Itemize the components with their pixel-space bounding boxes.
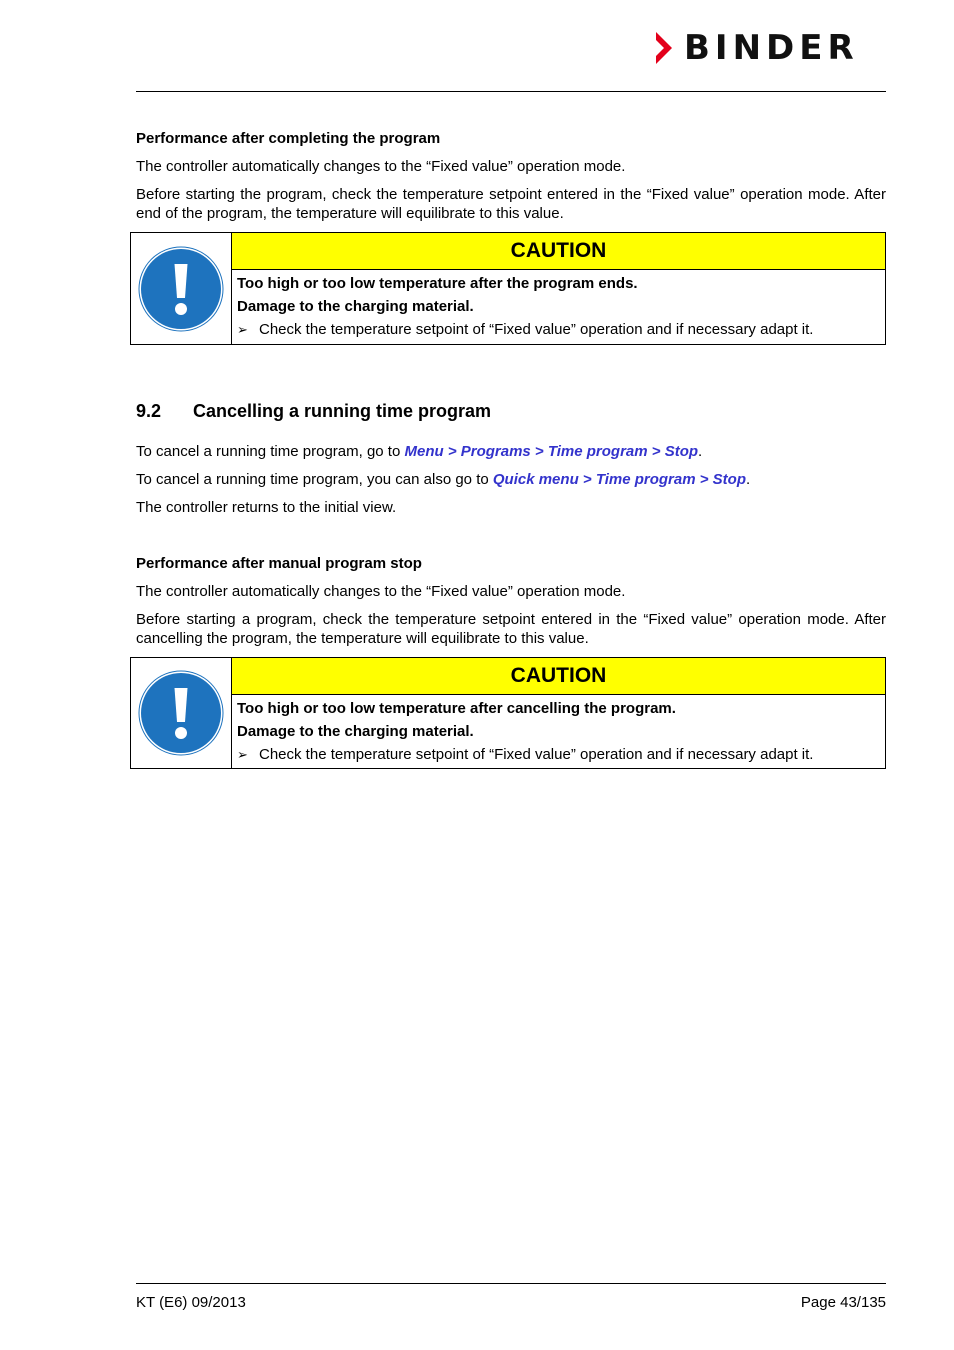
brand-name: BINDER [684, 28, 859, 68]
paragraph: The controller automatically changes to the “Fixed value” operation mode. [136, 158, 626, 175]
caution-consequence: Damage to the charging material. [237, 723, 474, 740]
caution-instruction [232, 318, 885, 343]
menu-path-link[interactable]: Menu > Programs > Time program > Stop [404, 443, 699, 460]
section-heading: Performance after completing the program [136, 130, 441, 147]
paragraph: Before starting the program, check the temperature setpoint entered in the “Fixed value” operation mode. After end of the program, the temperature will equilibrate to this value. [136, 186, 886, 222]
paragraph: The controller automatically changes to the “Fixed value” operation mode. [136, 583, 626, 600]
caution-box [130, 657, 886, 769]
quick-menu-path-link[interactable]: Quick menu > Time program > Stop [492, 471, 746, 488]
exclamation-icon [138, 246, 224, 332]
caution-hazard: Too high or too low temperature after cancelling the program. [237, 700, 676, 717]
header-rule [136, 91, 886, 92]
exclamation-icon [138, 670, 224, 756]
caution-instruction [232, 743, 885, 768]
paragraph: The controller returns to the initial view. [136, 499, 397, 516]
binder-logo [654, 30, 859, 66]
section-title-text: Cancelling a running time program [193, 401, 492, 421]
caution-icon-cell [131, 233, 232, 344]
caution-title: CAUTION [232, 658, 885, 695]
section-heading: Performance after manual program stop [136, 555, 422, 572]
footer-rule [136, 1283, 886, 1284]
caution-instruction-text: Check the temperature setpoint of “Fixed value” operation and if necessary adapt it. [259, 746, 814, 763]
footer-doc-id: KT (E6) 09/2013 [136, 1294, 246, 1311]
caution-icon-cell [131, 658, 232, 768]
caution-content [232, 233, 885, 344]
caution-instruction-text: Check the temperature setpoint of “Fixed value” operation and if necessary adapt it. [259, 321, 814, 338]
paragraph: Before starting a program, check the temperature setpoint entered in the “Fixed value” operation mode. After cancelling the program, the temperature will equilibrate to this value. [136, 611, 886, 647]
footer-page-number: Page 43/135 [800, 1294, 886, 1311]
caution-hazard: Too high or too low temperature after the program ends. [237, 275, 638, 292]
binder-logo-icon [654, 30, 674, 66]
section-title [136, 400, 491, 422]
arrow-bullet-icon: ➢ [237, 747, 248, 762]
caution-content [232, 658, 885, 768]
caution-consequence: Damage to the charging material. [237, 298, 474, 315]
section-number: 9.2 [136, 401, 162, 421]
caution-title: CAUTION [232, 233, 885, 270]
caution-box [130, 232, 886, 345]
arrow-bullet-icon: ➢ [237, 322, 248, 337]
paragraph: To cancel a running time program, you can also go to Quick menu > Time program > Stop. [136, 471, 751, 488]
paragraph: To cancel a running time program, go to Menu > Programs > Time program > Stop. [136, 443, 703, 460]
